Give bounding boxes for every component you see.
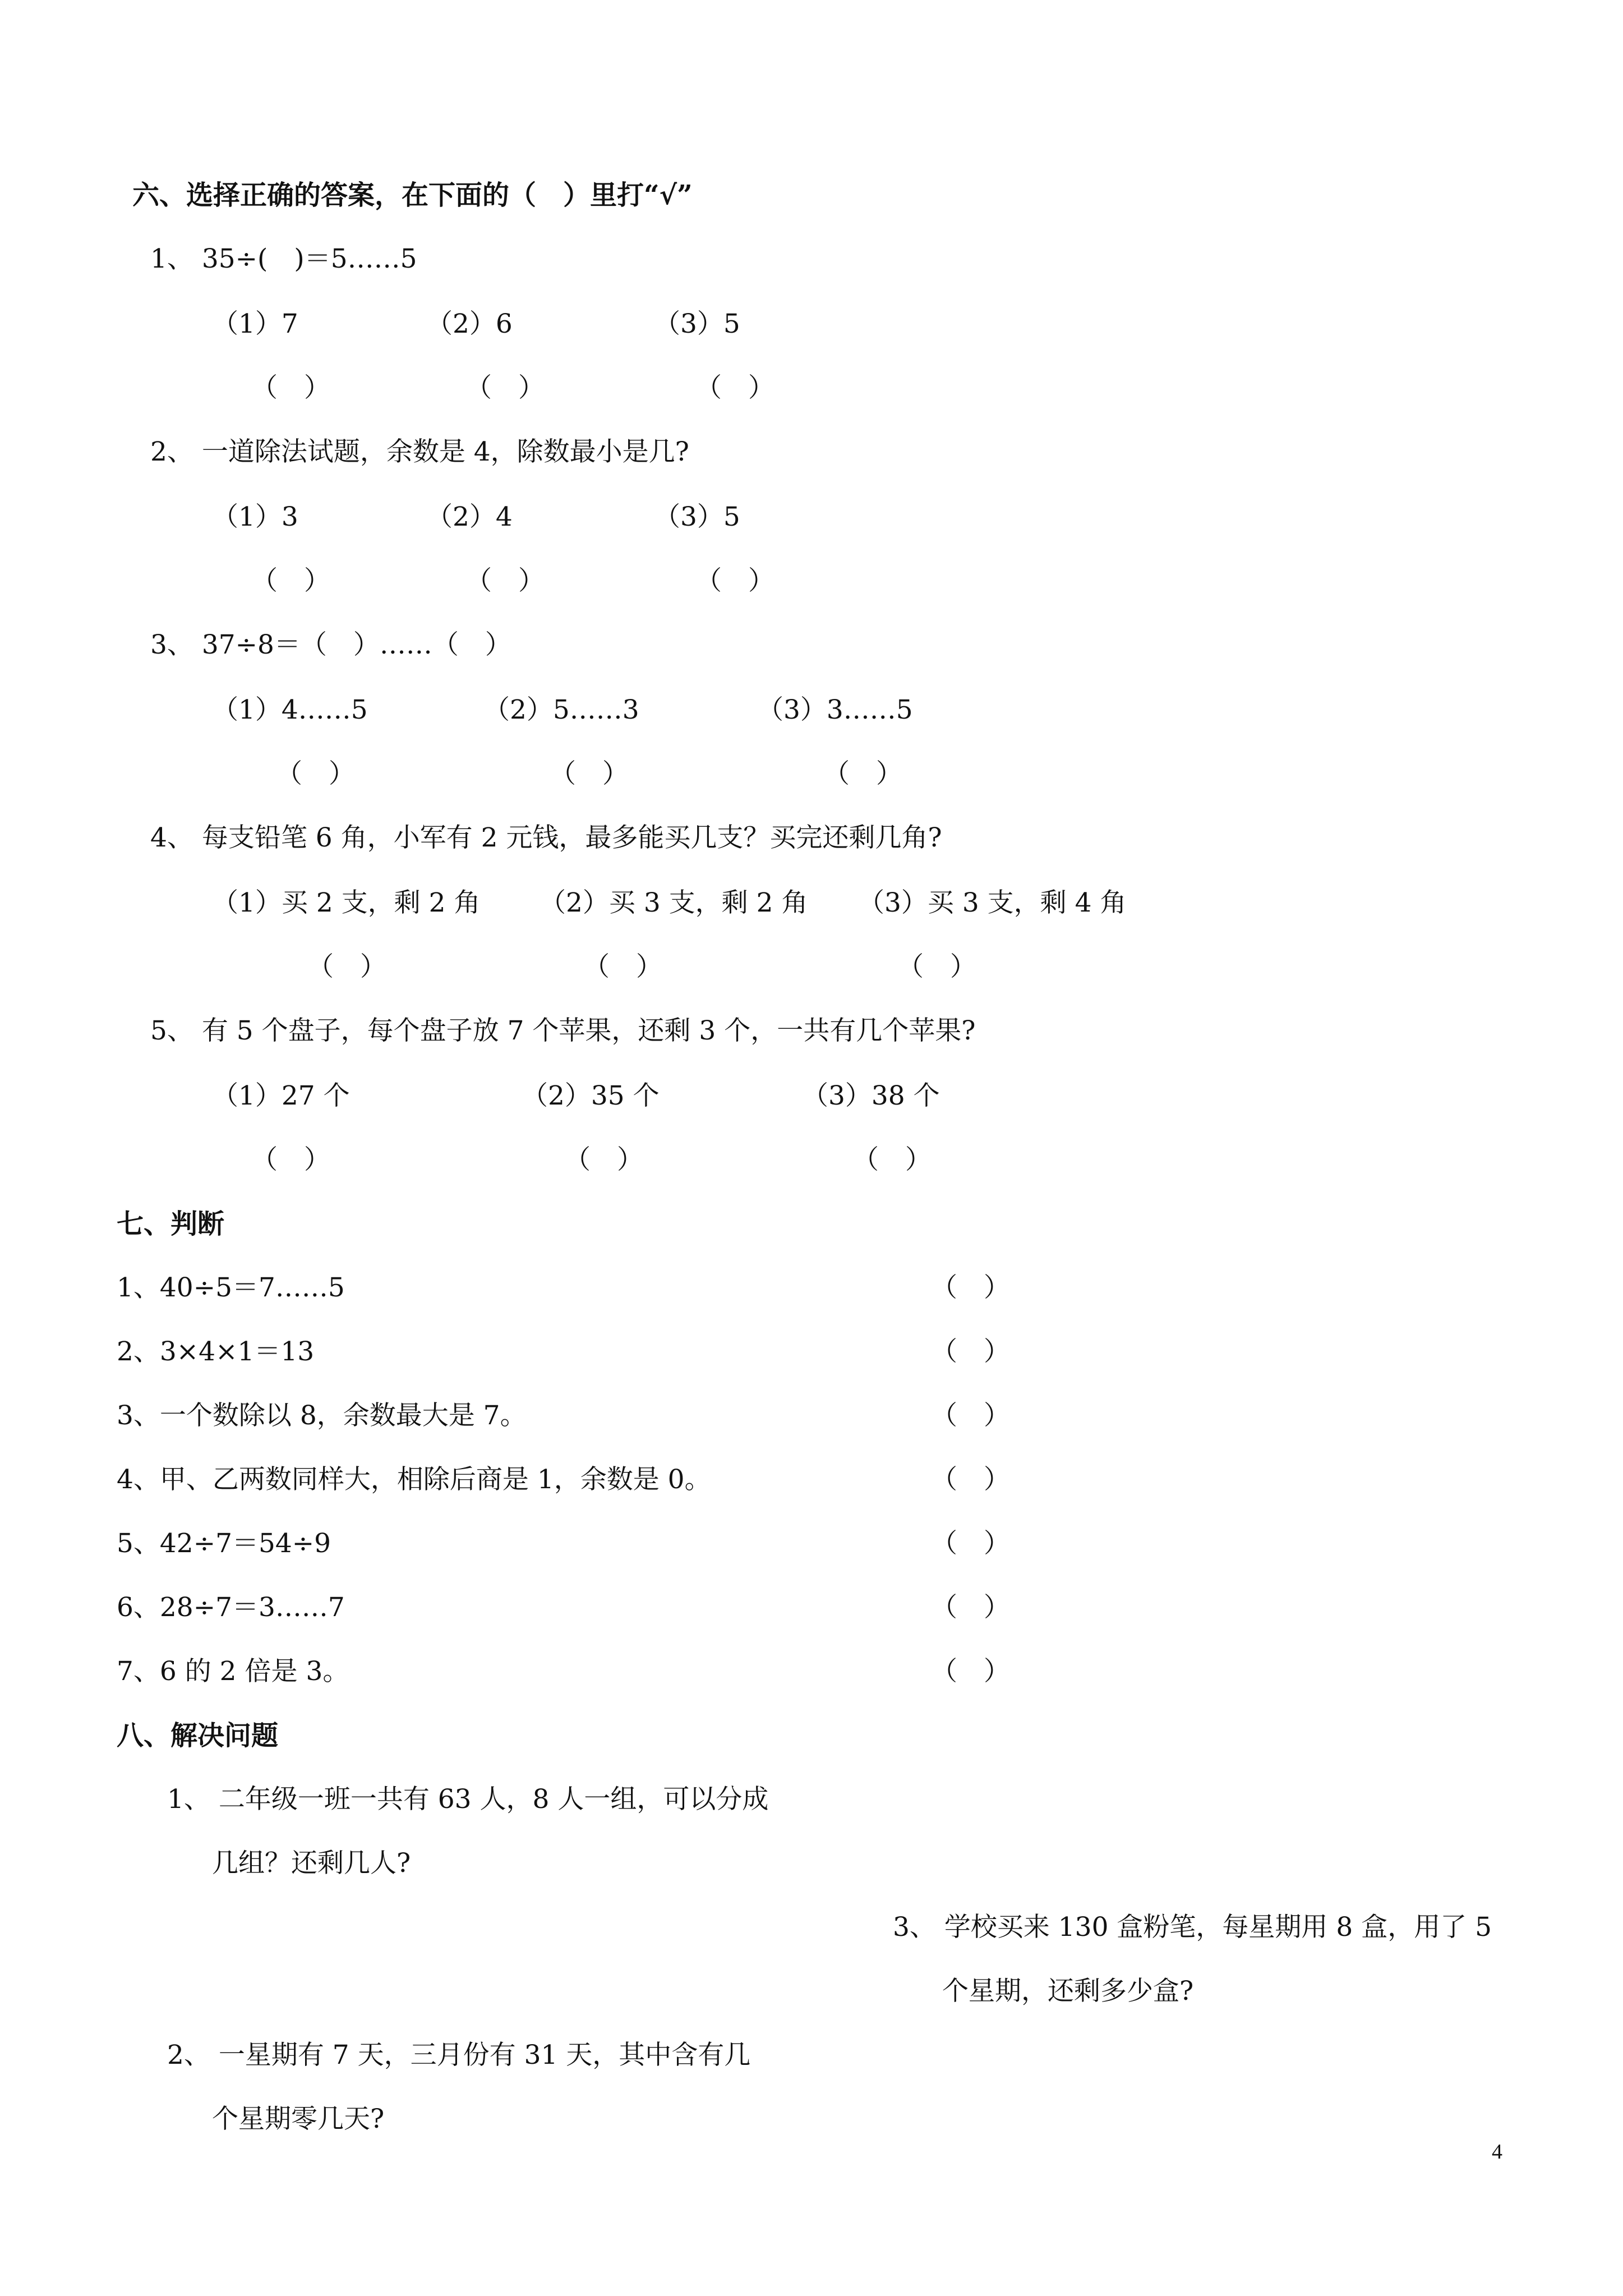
question-3-option-2: （2）5……3 [483, 694, 639, 725]
judgment-blank[interactable]: （ ） [931, 1400, 1010, 1431]
question-1-option-1: （1）7 [212, 309, 298, 339]
question-3-option-1: （1）4……5 [212, 694, 368, 725]
answer-blank[interactable]: （ ） [465, 372, 545, 403]
judgment-blank[interactable]: （ ） [931, 1592, 1010, 1623]
answer-blank[interactable]: （ ） [307, 951, 386, 982]
judgment-item-7: 7、6 的 2 倍是 3。 [117, 1656, 349, 1687]
judgment-blank[interactable]: （ ） [931, 1656, 1010, 1687]
answer-blank[interactable]: （ ） [695, 372, 774, 403]
judgment-blank[interactable]: （ ） [931, 1336, 1010, 1367]
judgment-item-2: 2、3×4×1＝13 [117, 1336, 315, 1367]
question-5-option-2: （2）35 个 [522, 1080, 660, 1111]
judgment-blank[interactable]: （ ） [931, 1464, 1010, 1495]
problem-3-line-2: 个星期，还剩多少盒? [942, 1976, 1194, 2007]
question-4-option-2: （2）买 3 支，剩 2 角 [540, 887, 808, 918]
judgment-item-1: 1、40÷5＝7……5 [117, 1272, 345, 1303]
question-2-option-2: （2）4 [426, 501, 513, 532]
question-2-stem: 2、 一道除法试题，余数是 4，除数最小是几? [150, 436, 689, 467]
section-8-title: 八、解决问题 [117, 1720, 279, 1751]
answer-blank[interactable]: （ ） [465, 565, 545, 596]
question-2-option-3: （3）5 [654, 501, 740, 532]
section-7-title: 七、判断 [117, 1208, 225, 1240]
answer-blank[interactable]: （ ） [564, 1144, 643, 1175]
answer-blank[interactable]: （ ） [695, 565, 774, 596]
question-2-option-1: （1）3 [212, 501, 298, 532]
answer-blank[interactable]: （ ） [276, 758, 355, 789]
judgment-item-4: 4、甲、乙两数同样大，相除后商是 1，余数是 0。 [117, 1464, 711, 1495]
answer-blank[interactable]: （ ） [852, 1144, 932, 1175]
answer-blank[interactable]: （ ） [550, 758, 629, 789]
problem-1-line-2: 几组？还剩几人? [212, 1848, 411, 1879]
question-5-option-1: （1）27 个 [212, 1080, 350, 1111]
judgment-item-3: 3、一个数除以 8，余数最大是 7。 [117, 1400, 527, 1431]
question-3-stem: 3、 37÷8＝（ ）……（ ） [150, 629, 511, 660]
answer-blank[interactable]: （ ） [251, 1144, 330, 1175]
question-3-option-3: （3）3……5 [757, 694, 913, 725]
page-number: 4 [1492, 2140, 1502, 2164]
question-5-stem: 5、 有 5 个盘子，每个盘子放 7 个苹果，还剩 3 个，一共有几个苹果? [150, 1015, 976, 1046]
judgment-item-6: 6、28÷7＝3……7 [117, 1592, 345, 1623]
question-4-option-3: （3）买 3 支，剩 4 角 [858, 887, 1127, 918]
answer-blank[interactable]: （ ） [897, 951, 976, 982]
answer-blank[interactable]: （ ） [251, 565, 330, 596]
judgment-blank[interactable]: （ ） [931, 1528, 1010, 1559]
problem-3-line-1: 3、 学校买来 130 盒粉笔，每星期用 8 盒，用了 5 [893, 1912, 1492, 1943]
question-4-stem: 4、 每支铅笔 6 角，小军有 2 元钱，最多能买几支？买完还剩几角? [150, 822, 942, 853]
problem-1-line-1: 1、 二年级一班一共有 63 人，8 人一组，可以分成 [167, 1784, 769, 1815]
question-5-option-3: （3）38 个 [802, 1080, 940, 1111]
answer-blank[interactable]: （ ） [823, 758, 902, 789]
question-1-option-3: （3）5 [654, 309, 740, 339]
judgment-blank[interactable]: （ ） [931, 1272, 1010, 1303]
answer-blank[interactable]: （ ） [251, 372, 330, 403]
problem-2-line-1: 2、 一星期有 7 天，三月份有 31 天，其中含有几 [167, 2040, 751, 2070]
section-6-title: 六、选择正确的答案，在下面的（ ）里打“√” [132, 180, 693, 211]
answer-blank[interactable]: （ ） [583, 951, 662, 982]
question-1-stem: 1、 35÷( )＝5……5 [150, 243, 417, 274]
question-1-option-2: （2）6 [426, 309, 513, 339]
problem-2-line-2: 个星期零几天? [212, 2104, 385, 2134]
question-4-option-1: （1）买 2 支，剩 2 角 [212, 887, 481, 918]
judgment-item-5: 5、42÷7＝54÷9 [117, 1528, 331, 1559]
